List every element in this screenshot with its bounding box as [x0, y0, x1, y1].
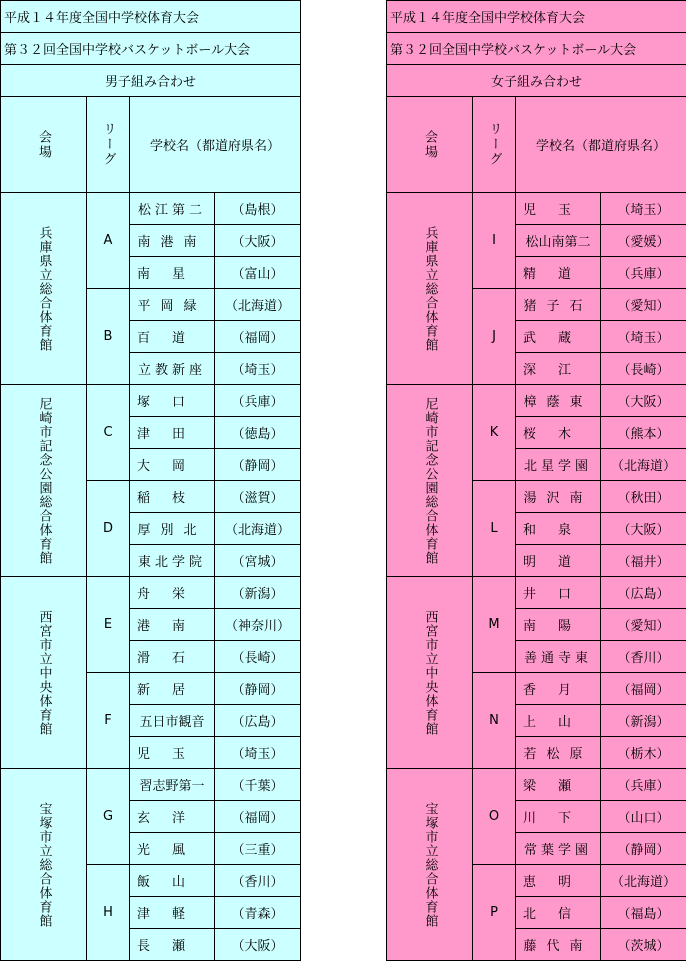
prefecture: （香川） [215, 865, 301, 897]
school-name: 湯沢南 [516, 481, 601, 513]
school-name: 東北学院 [130, 545, 215, 577]
league-header [87, 97, 130, 193]
school-name: 立教新座 [130, 353, 215, 385]
venue-name: 西宮市立中央体育館 [36, 609, 52, 736]
league-letter: A [87, 193, 130, 289]
boys-table [0, 0, 301, 961]
girls-table [386, 0, 686, 961]
league-letter: L [473, 481, 516, 577]
prefecture: （大阪） [215, 929, 301, 961]
school-name: 飯山 [130, 865, 215, 897]
league-letter: I [473, 193, 516, 289]
prefecture: （福島） [601, 897, 686, 929]
team-row [387, 385, 686, 417]
prefecture: （山口） [601, 801, 686, 833]
prefecture: （徳島） [215, 417, 301, 449]
header-row [387, 97, 686, 193]
title-line-2: 第３２回全国中学校バスケットボール大会 [387, 33, 686, 65]
league-letter: N [473, 673, 516, 769]
school-name: 津軽 [130, 897, 215, 929]
venue-header [387, 97, 473, 193]
league-letter: D [87, 481, 130, 577]
venue-cell [387, 577, 473, 769]
prefecture: （北海道） [601, 865, 686, 897]
school-name: 善通寺東 [516, 641, 601, 673]
school-name: 樟蔭東 [516, 385, 601, 417]
prefecture: （広島） [601, 577, 686, 609]
school-header: 学校名（都道府県名） [130, 97, 301, 193]
league-letter: H [87, 865, 130, 961]
prefecture: （北海道） [215, 289, 301, 321]
venue-name: 宝塚市立総合体育館 [422, 801, 438, 928]
prefecture: （埼玉） [601, 321, 686, 353]
bracket-subtitle: 女子組み合わせ [387, 65, 686, 97]
school-name: 北信 [516, 897, 601, 929]
league-letter: C [87, 385, 130, 481]
venue-name: 西宮市立中央体育館 [422, 609, 438, 736]
prefecture: （北海道） [215, 513, 301, 545]
team-row [387, 577, 686, 609]
prefecture: （埼玉） [215, 353, 301, 385]
prefecture: （滋賀） [215, 481, 301, 513]
team-row [1, 769, 301, 801]
league-letter: M [473, 577, 516, 673]
school-name: 津田 [130, 417, 215, 449]
league-header-label: リーグ [100, 122, 116, 167]
school-name: 武蔵 [516, 321, 601, 353]
prefecture: （福岡） [215, 321, 301, 353]
school-name: 和泉 [516, 513, 601, 545]
venue-name: 宝塚市立総合体育館 [36, 801, 52, 928]
venue-header [1, 97, 87, 193]
league-letter: K [473, 385, 516, 481]
venue-cell [1, 385, 87, 577]
school-name: 長瀬 [130, 929, 215, 961]
prefecture: （兵庫） [215, 385, 301, 417]
bracket-subtitle: 男子組み合わせ [1, 65, 301, 97]
league-letter: B [87, 289, 130, 385]
prefecture: （千葉） [215, 769, 301, 801]
school-name: 猪子石 [516, 289, 601, 321]
prefecture: （愛媛） [601, 225, 686, 257]
prefecture: （静岡） [601, 833, 686, 865]
school-name: 精道 [516, 257, 601, 289]
prefecture: （広島） [215, 705, 301, 737]
girls-bracket-table [386, 0, 686, 961]
prefecture: （大阪） [601, 385, 686, 417]
venue-name: 兵庫県立総合体育館 [422, 225, 438, 352]
league-letter: O [473, 769, 516, 865]
league-letter: E [87, 577, 130, 673]
prefecture: （青森） [215, 897, 301, 929]
title-line-1: 平成１４年度全国中学校体育大会 [1, 1, 301, 33]
prefecture: （静岡） [215, 449, 301, 481]
school-name: 上山 [516, 705, 601, 737]
header-row [1, 97, 301, 193]
prefecture: （埼玉） [215, 737, 301, 769]
venue-header-label: 会場 [422, 129, 437, 160]
school-name: 港南 [130, 609, 215, 641]
school-name: 桜木 [516, 417, 601, 449]
venue-cell [387, 193, 473, 385]
school-name: 百道 [130, 321, 215, 353]
prefecture: （兵庫） [601, 769, 686, 801]
prefecture: （宮城） [215, 545, 301, 577]
school-name: 藤代南 [516, 929, 601, 961]
prefecture: （愛知） [601, 289, 686, 321]
prefecture: （長崎） [601, 353, 686, 385]
prefecture: （栃木） [601, 737, 686, 769]
venue-cell [387, 769, 473, 961]
team-row [1, 193, 301, 225]
prefecture: （福岡） [215, 801, 301, 833]
league-letter: P [473, 865, 516, 961]
team-row [387, 193, 686, 225]
team-row [387, 769, 686, 801]
prefecture: （福岡） [601, 673, 686, 705]
school-name: 香月 [516, 673, 601, 705]
school-name: 五日市観音 [130, 705, 215, 737]
school-name: 川下 [516, 801, 601, 833]
school-name: 塚口 [130, 385, 215, 417]
prefecture: （長崎） [215, 641, 301, 673]
school-name: 深江 [516, 353, 601, 385]
league-letter: J [473, 289, 516, 385]
school-name: 舟栄 [130, 577, 215, 609]
prefecture: （大阪） [215, 225, 301, 257]
venue-cell [387, 385, 473, 577]
league-letter: F [87, 673, 130, 769]
prefecture: （熊本） [601, 417, 686, 449]
school-name: 稲枝 [130, 481, 215, 513]
school-name: 恵明 [516, 865, 601, 897]
prefecture: （秋田） [601, 481, 686, 513]
school-name: 常葉学園 [516, 833, 601, 865]
school-name: 松山南第二 [516, 225, 601, 257]
league-letter: G [87, 769, 130, 865]
prefecture: （福井） [601, 545, 686, 577]
boys-bracket-table [0, 0, 300, 961]
school-name: 明道 [516, 545, 601, 577]
school-name: 厚別北 [130, 513, 215, 545]
school-name: 新居 [130, 673, 215, 705]
prefecture: （茨城） [601, 929, 686, 961]
school-header: 学校名（都道府県名） [516, 97, 686, 193]
prefecture: （愛知） [601, 609, 686, 641]
school-name: 児玉 [130, 737, 215, 769]
prefecture: （大阪） [601, 513, 686, 545]
league-header [473, 97, 516, 193]
school-name: 北星学園 [516, 449, 601, 481]
school-name: 若松原 [516, 737, 601, 769]
school-name: 平岡緑 [130, 289, 215, 321]
venue-name: 尼崎市記念公園総合体育館 [36, 396, 52, 565]
school-name: 松江第二 [130, 193, 215, 225]
venue-header-label: 会場 [36, 129, 51, 160]
school-name: 南陽 [516, 609, 601, 641]
team-row [1, 577, 301, 609]
school-name: 児玉 [516, 193, 601, 225]
school-name: 井口 [516, 577, 601, 609]
title-line-1: 平成１４年度全国中学校体育大会 [387, 1, 686, 33]
prefecture: （新潟） [215, 577, 301, 609]
school-name: 大岡 [130, 449, 215, 481]
school-name: 南星 [130, 257, 215, 289]
school-name: 南港南 [130, 225, 215, 257]
team-row [1, 385, 301, 417]
venue-name: 兵庫県立総合体育館 [36, 225, 52, 352]
venue-name: 尼崎市記念公園総合体育館 [422, 396, 438, 565]
prefecture: （兵庫） [601, 257, 686, 289]
prefecture: （埼玉） [601, 193, 686, 225]
venue-cell [1, 193, 87, 385]
school-name: 玄洋 [130, 801, 215, 833]
prefecture: （北海道） [601, 449, 686, 481]
prefecture: （香川） [601, 641, 686, 673]
venue-cell [1, 769, 87, 961]
prefecture: （神奈川） [215, 609, 301, 641]
prefecture: （新潟） [601, 705, 686, 737]
prefecture: （静岡） [215, 673, 301, 705]
school-name: 梁瀬 [516, 769, 601, 801]
prefecture: （三重） [215, 833, 301, 865]
title-line-2: 第３２回全国中学校バスケットボール大会 [1, 33, 301, 65]
school-name: 滑石 [130, 641, 215, 673]
league-header-label: リーグ [486, 122, 502, 167]
prefecture: （島根） [215, 193, 301, 225]
school-name: 光風 [130, 833, 215, 865]
prefecture: （富山） [215, 257, 301, 289]
school-name: 習志野第一 [130, 769, 215, 801]
venue-cell [1, 577, 87, 769]
